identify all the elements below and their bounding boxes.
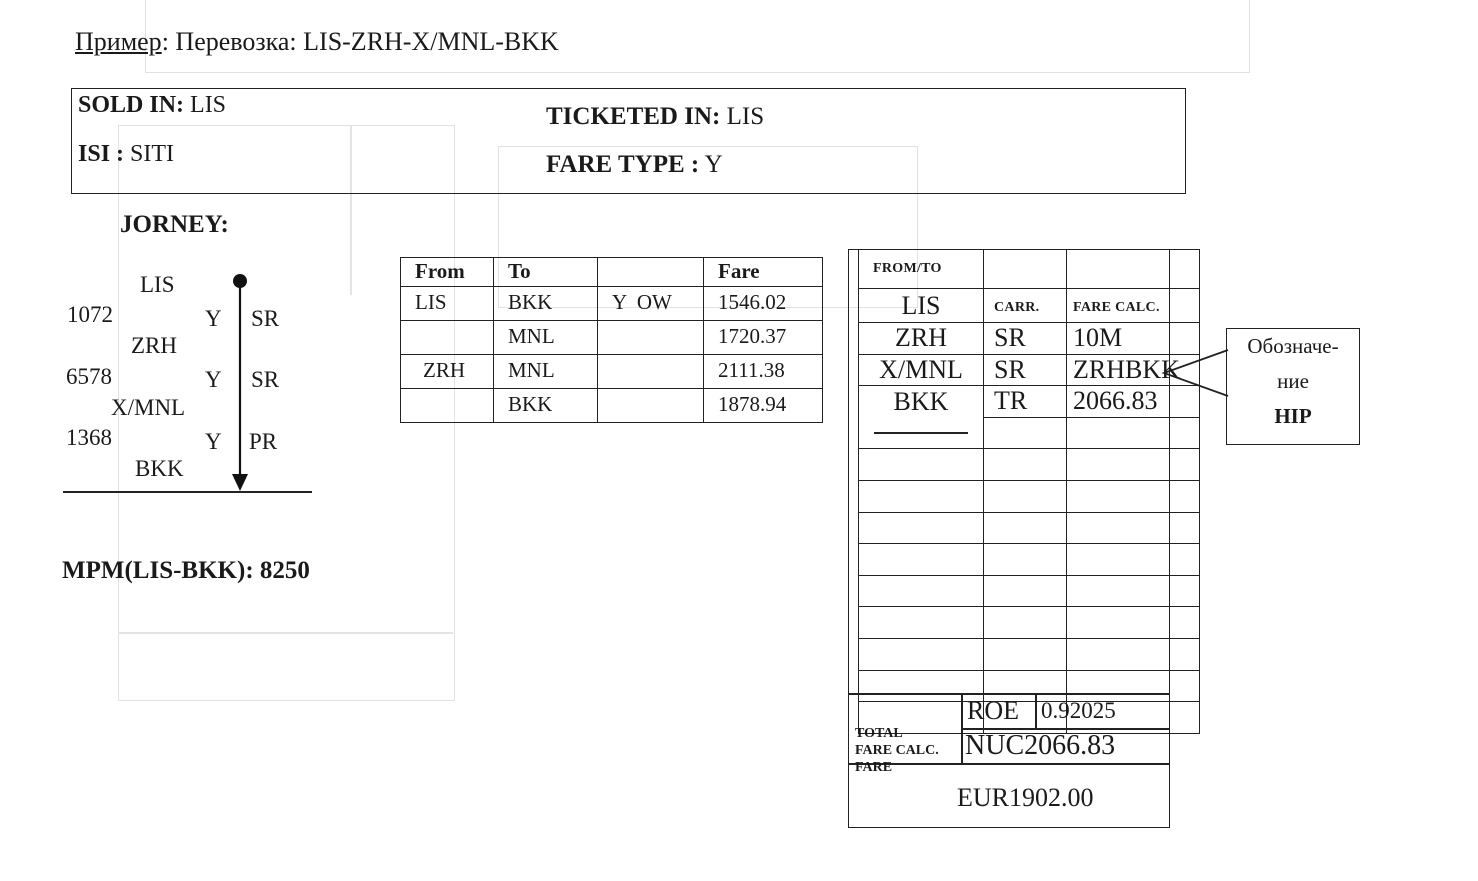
callout-line-3: HIP: [1274, 404, 1312, 428]
fare-calc-value: ZRHBKK: [1067, 354, 1200, 386]
fare-calc-empty-cell: [1067, 417, 1200, 449]
eur-fare: EUR1902.00: [957, 783, 1094, 812]
table-row: [401, 389, 823, 423]
fare-calc-grid: [858, 249, 1200, 734]
isi-label: ISI :: [78, 141, 125, 167]
fare-calc-empty-cell: [984, 449, 1067, 481]
journey-seg-1-class: Y: [205, 306, 222, 331]
fare-calc-empty-cell: [1067, 670, 1200, 702]
table-cell-from: [401, 389, 494, 423]
fares-header-fare: Fare: [704, 258, 823, 287]
fares-table-header: [401, 258, 823, 287]
table-row: [859, 607, 1200, 639]
example-text: Перевозка: LIS-ZRH-X/MNL-BKK: [175, 27, 559, 56]
fare-calc-empty-cell: [984, 512, 1067, 544]
fares-header-from: From: [401, 258, 494, 287]
fare-calc-value: 10M: [1067, 323, 1200, 355]
total-label-2: FARE CALC.: [855, 743, 939, 758]
nuc-bottom-rule: [848, 763, 1170, 765]
callout-pointer-line: [1164, 350, 1228, 396]
table-row: [859, 289, 1200, 323]
mpm-line: MPM(LIS-BKK): 8250: [62, 557, 310, 584]
fare-calc-empty-cell: [984, 480, 1067, 512]
fare-calc-calc-header: [1067, 289, 1200, 323]
nuc-total: NUC2066.83: [965, 730, 1116, 761]
table-row: [859, 323, 1200, 355]
table-cell-type: [598, 389, 704, 423]
fare-calc-value: 2066.83: [1067, 386, 1200, 418]
table-cell-type: Y OW: [598, 287, 704, 321]
fare-calc-empty-cell: [859, 512, 984, 544]
fare-calc-empty-cell: [1067, 480, 1200, 512]
table-row: [859, 449, 1200, 481]
table-cell-fare: 1878.94: [704, 389, 823, 423]
fares-header-to: To: [494, 258, 598, 287]
table-row: [859, 544, 1200, 576]
fare-calc-fromto-label: FROM/TO: [873, 261, 942, 276]
fare-calc-empty-cell: [984, 544, 1067, 576]
roe-value: 0.92025: [1041, 698, 1116, 723]
example-colon: :: [161, 27, 169, 56]
table-cell-type: [598, 355, 704, 389]
fare-calc-empty-cell: [859, 417, 984, 449]
sold-in-label: SOLD IN:: [78, 92, 185, 118]
total-label-3: FARE: [855, 760, 893, 775]
fare-calc-empty-cell: [859, 670, 984, 702]
fare-calc-carr: SR: [984, 354, 1067, 386]
table-row: [859, 638, 1200, 670]
journey-seg-2-miles: 6578: [66, 364, 112, 389]
table-cell-fare: 1546.02: [704, 287, 823, 321]
example-line: [75, 27, 559, 57]
callout-line-1: Обозначе-: [1247, 334, 1339, 358]
callout-pointer: [1160, 340, 1232, 400]
table-cell-fare: 1720.37: [704, 321, 823, 355]
journey-seg-1-carrier: SR: [251, 306, 280, 331]
fare-calc-carr-header: [984, 289, 1067, 323]
fares-header-type: [598, 258, 704, 287]
journey-arrow-head: [232, 474, 248, 491]
sold-in-value: LIS: [190, 92, 227, 118]
sold-in: [78, 92, 226, 119]
roe-divider-2: [1035, 693, 1037, 729]
fare-calc-empty-cell: [984, 250, 1067, 289]
fare-calc-carr: TR: [984, 386, 1067, 418]
table-cell-from: LIS: [401, 287, 494, 321]
table-row: [859, 575, 1200, 607]
fare-calc-empty-cell: [859, 480, 984, 512]
table-cell-to: BKK: [494, 287, 598, 321]
journey-seg-3-miles: 1368: [66, 425, 112, 450]
journey-baseline: [63, 491, 312, 493]
table-row: [859, 670, 1200, 702]
table-cell-to: BKK: [494, 389, 598, 423]
fare-calc-underline: [874, 432, 968, 434]
table-cell-from: ZRH: [401, 355, 494, 389]
callout-line-2: ние: [1277, 369, 1309, 393]
table-row: [859, 354, 1200, 386]
fare-calc-empty-cell: [1067, 512, 1200, 544]
table-cell-type: [598, 321, 704, 355]
journey-seg-2-carrier: SR: [251, 367, 280, 392]
fare-calc-empty-cell: [1067, 449, 1200, 481]
journey-point-1: LIS: [140, 272, 175, 297]
journey-point-4: BKK: [135, 456, 184, 481]
isi: [78, 141, 174, 168]
table-cell-to: MNL: [494, 355, 598, 389]
fare-calc-empty-cell: [859, 638, 984, 670]
fare-calc-empty-cell: [1067, 575, 1200, 607]
fare-calc-point: LIS: [859, 289, 984, 323]
fare-calc-carr: SR: [984, 323, 1067, 355]
table-row: [401, 355, 823, 389]
journey-seg-3-class: Y: [205, 429, 222, 454]
fare-calc-empty-cell: [859, 449, 984, 481]
fare-calc-empty-cell: [984, 638, 1067, 670]
ticketed-in-label: TICKETED IN:: [546, 103, 721, 130]
fare-calc-empty-cell: [859, 607, 984, 639]
fare-calc-point: ZRH: [859, 323, 984, 355]
fare-calc-empty-cell: [859, 575, 984, 607]
hip-callout: [1226, 328, 1360, 445]
total-label-1: TOTAL: [855, 726, 903, 741]
fare-calc-header-row: [859, 250, 1200, 289]
journey-point-2: ZRH: [131, 333, 177, 358]
fare-calc-empty-cell: [984, 607, 1067, 639]
roe-label: ROE: [967, 696, 1019, 725]
fare-calc-fromto-header: [859, 250, 984, 289]
example-prefix: Пример: [75, 27, 162, 56]
table-cell-to: MNL: [494, 321, 598, 355]
table-row: [859, 386, 1200, 418]
ghost-bleedthrough-line: [118, 632, 453, 634]
fare-calc-empty-cell: [1067, 544, 1200, 576]
roe-top-rule: [848, 693, 1170, 695]
journey-seg-1-miles: 1072: [67, 302, 113, 327]
fare-calc-empty-cell: [1067, 607, 1200, 639]
table-row: [859, 480, 1200, 512]
table-row: [401, 287, 823, 321]
journey-title: JORNEY:: [120, 211, 229, 238]
table-row: [859, 512, 1200, 544]
fare-calc-carr-label: CARR.: [994, 300, 1040, 315]
ticketed-in: [546, 103, 764, 131]
fare-calc-empty-cell: [1067, 250, 1200, 289]
ticketed-in-value: LIS: [726, 103, 765, 130]
table-row: [401, 321, 823, 355]
journey-point-3: X/MNL: [111, 395, 186, 420]
fare-calc-empty-cell: [984, 575, 1067, 607]
fare-calc-point: X/MNL: [859, 354, 984, 386]
journey-seg-3-carrier: PR: [249, 429, 278, 454]
table-cell-fare: 2111.38: [704, 355, 823, 389]
fare-type: [546, 151, 723, 179]
table-row: [859, 417, 1200, 449]
journey-seg-2-class: Y: [205, 367, 222, 392]
fare-calc-empty-cell: [859, 544, 984, 576]
isi-value: SITI: [130, 141, 175, 167]
fare-calc-point: BKK: [859, 386, 984, 418]
fare-calc-empty-cell: [984, 417, 1067, 449]
fare-calc-calc-label: FARE CALC.: [1073, 300, 1160, 315]
fare-calc-empty-cell: [1067, 638, 1200, 670]
fares-table: [400, 257, 823, 423]
fare-type-label: FARE TYPE :: [546, 151, 700, 178]
fare-type-value: Y: [704, 151, 723, 178]
table-cell-from: [401, 321, 494, 355]
